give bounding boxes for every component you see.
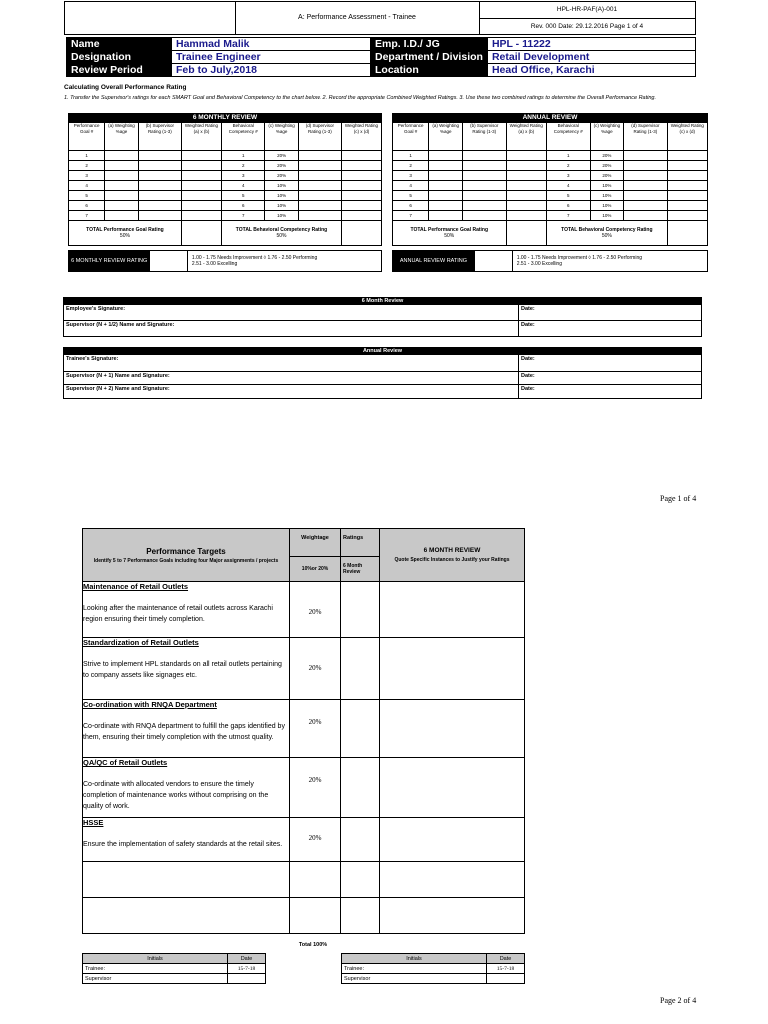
review-grid-title: 6 MONTHLY REVIEW [69, 114, 382, 123]
supervisor-n2-signature-field[interactable]: Supervisor (N + 2) Name and Signature: [64, 385, 519, 399]
goal-cell [83, 758, 290, 818]
goal-review-cell[interactable] [380, 582, 525, 638]
total-competency-value[interactable] [341, 221, 381, 246]
column-header: (b) Supervisor Rating (1-3) [138, 123, 181, 151]
goal-cell [83, 700, 290, 758]
table-row [69, 211, 382, 221]
goal-review-cell[interactable] [380, 638, 525, 700]
six-monthly-review-grid [68, 113, 382, 272]
total-goal-rating [393, 221, 507, 246]
column-header: (a) Weighting %age [429, 123, 463, 151]
goal-weighted-cell[interactable] [506, 161, 547, 171]
form-title: A: Performance Assessment - Trainee [298, 14, 416, 21]
goal-number: 1 [69, 151, 105, 161]
competency-weighted-cell[interactable] [667, 171, 707, 181]
document-header [64, 1, 696, 35]
competency-weight: 10% [590, 201, 624, 211]
goal-rating-cell[interactable] [463, 181, 506, 191]
competency-weight: 20% [265, 151, 298, 161]
review-grid-table [68, 113, 382, 246]
goal-number: 5 [393, 191, 429, 201]
table-row [69, 171, 382, 181]
total-competency-label: TOTAL Behavioral Competency Rating [561, 227, 653, 233]
competency-weighted-cell[interactable] [667, 181, 707, 191]
competency-rating-cell[interactable] [624, 151, 667, 161]
goal-weighting-cell[interactable] [105, 201, 139, 211]
competency-weighted-cell[interactable] [667, 191, 707, 201]
competency-weighted-cell[interactable] [341, 161, 381, 171]
goal-number: 1 [393, 151, 429, 161]
empty-weight-cell[interactable] [290, 898, 341, 934]
goal-title: QA/QC of Retail Outlets [83, 758, 168, 767]
ratings-sub: 6 Month Review [341, 557, 380, 582]
page-number-2: Page 2 of 4 [660, 996, 697, 1005]
designation-label: Designation [67, 51, 172, 64]
competency-weight: 10% [265, 201, 298, 211]
goal-number: 2 [393, 161, 429, 171]
competency-rating-cell[interactable] [624, 171, 667, 181]
goal-weighted-cell[interactable] [506, 191, 547, 201]
weightage-header: Weightage [290, 529, 341, 557]
competency-number: 6 [547, 201, 591, 211]
table-row [69, 201, 382, 211]
trainee-date[interactable]: 15-7-18 [487, 964, 525, 974]
goal-weighting-cell[interactable] [429, 191, 463, 201]
goal-weighted-cell[interactable] [506, 201, 547, 211]
goal-weighted-cell[interactable] [181, 151, 221, 161]
name-value: Hammad Malik [172, 38, 371, 51]
column-header: (c) Weighting %age [265, 123, 298, 151]
total-competency-pct: 50% [276, 233, 287, 239]
competency-rating-cell[interactable] [624, 211, 667, 221]
column-header: (c) Weighting %age [590, 123, 624, 151]
competency-weight: 10% [590, 181, 624, 191]
goal-weighted-cell[interactable] [506, 181, 547, 191]
review-rating-row [392, 250, 708, 272]
total-goal-pct: 50% [444, 233, 455, 239]
goal-rating-cell[interactable] [138, 151, 181, 161]
empty-weight-cell[interactable] [290, 862, 341, 898]
competency-weight: 20% [265, 161, 298, 171]
table-row [393, 171, 708, 181]
supervisor-n2-date[interactable]: Date: [519, 385, 702, 399]
empty-goal-cell[interactable] [83, 862, 290, 898]
goal-rating-cell[interactable] [463, 201, 506, 211]
rating-scale-line-1: 1.00 - 1.75 Needs Improvement ◊ 1.76 - 2.50 Performing [516, 255, 642, 261]
date-header: Date [487, 954, 525, 964]
trainee-signature-field[interactable]: Trainee's Signature: [64, 355, 519, 372]
competency-rating-cell[interactable] [624, 181, 667, 191]
goal-weight: 20% [290, 582, 341, 638]
goal-description: Ensure the implementation of safety standards at the retail sites. [83, 841, 283, 848]
goal-number: 5 [69, 191, 105, 201]
goal-number: 6 [393, 201, 429, 211]
competency-weighted-cell[interactable] [341, 211, 381, 221]
competency-number: 3 [547, 171, 591, 181]
competency-rating-cell[interactable] [298, 191, 341, 201]
total-goal-value[interactable] [506, 221, 547, 246]
goal-weighted-cell[interactable] [181, 181, 221, 191]
competency-rating-cell[interactable] [624, 161, 667, 171]
table-row [393, 181, 708, 191]
annual-review-grid [392, 113, 708, 272]
ratings-header: Ratings [341, 529, 380, 557]
supervisor-date[interactable] [228, 974, 266, 984]
goal-rating-cell[interactable] [138, 181, 181, 191]
goal-rating-cell[interactable] [138, 201, 181, 211]
supervisor-date[interactable] [487, 974, 525, 984]
goal-description: Co-ordinate with RNQA department to fulfill the gaps identified by them, ensuring their timely completion with the utmost quality. [83, 723, 285, 741]
competency-weighted-cell[interactable] [341, 191, 381, 201]
review-grid-table [392, 113, 708, 246]
column-header: (b) Supervisor Rating (1-3) [463, 123, 506, 151]
goal-weight: 20% [290, 818, 341, 862]
supervisor-initials[interactable]: Supervisor [342, 974, 487, 984]
total-goal-label: TOTAL Performance Goal Rating [86, 227, 164, 233]
weightage-sub: 10%or 20% [290, 557, 341, 582]
calc-instructions: 1. Transfer the Supervisor's ratings for each SMART Goal and Behavioral Competency to the chart below. 2. Record the appropriate Combined Weighted Ratings. 3. Use these two combined ratings to determine the Overall Performance Rating. [64, 95, 656, 101]
empty-review-cell[interactable] [380, 862, 525, 898]
calc-title: Calculating Overall Performance Rating [64, 84, 187, 91]
goal-weight: 20% [290, 700, 341, 758]
total-weight: Total 100% [298, 942, 328, 948]
goal-number: 4 [393, 181, 429, 191]
competency-number: 1 [547, 151, 591, 161]
review-title: 6 MONTH REVIEW [423, 547, 481, 554]
goal-cell [83, 818, 290, 862]
goal-weighting-cell[interactable] [105, 181, 139, 191]
competency-number: 4 [547, 181, 591, 191]
goal-review-cell[interactable] [380, 818, 525, 862]
employee-signature-date[interactable]: Date: [519, 305, 702, 321]
column-header: Behavioral Competency # [222, 123, 265, 151]
supervisor-initials[interactable]: Supervisor [83, 974, 228, 984]
goal-number: 7 [393, 211, 429, 221]
date-header: Date [228, 954, 266, 964]
competency-weighted-cell[interactable] [667, 151, 707, 161]
competency-rating-cell[interactable] [298, 151, 341, 161]
column-header: Weighted Rating (c) x (d) [667, 123, 707, 151]
goal-weighted-cell[interactable] [506, 151, 547, 161]
goal-rating-cell[interactable] [463, 161, 506, 171]
goal-title: Maintenance of Retail Outlets [83, 582, 189, 591]
trainee-date[interactable]: 15-7-18 [228, 964, 266, 974]
goal-number: 6 [69, 201, 105, 211]
competency-rating-cell[interactable] [624, 201, 667, 211]
competency-rating-cell[interactable] [298, 171, 341, 181]
goal-rating-cell[interactable] [138, 161, 181, 171]
competency-number: 1 [222, 151, 265, 161]
competency-weight: 20% [590, 161, 624, 171]
initials-header: Initials [83, 954, 228, 964]
goal-weighting-cell[interactable] [105, 211, 139, 221]
goal-weight: 20% [290, 758, 341, 818]
table-row [69, 181, 382, 191]
goal-number: 2 [69, 161, 105, 171]
emp-id-label: Emp. I.D./ JG [371, 38, 488, 51]
goal-title: Co-ordination with RNQA Department [83, 700, 217, 709]
designation-value: Trainee Engineer [172, 51, 371, 64]
goal-weighting-cell[interactable] [429, 171, 463, 181]
goal-number: 3 [69, 171, 105, 181]
goal-weighting-cell[interactable] [429, 211, 463, 221]
column-header: (d) Supervisor Rating (1-3) [624, 123, 667, 151]
competency-weight: 20% [265, 171, 298, 181]
table-row [393, 211, 708, 221]
goal-weight: 20% [290, 638, 341, 700]
goal-rating-cell[interactable] [341, 582, 380, 638]
goal-weighted-cell[interactable] [181, 161, 221, 171]
supervisor-n1-signature-field[interactable]: Supervisor (N + 1) Name and Signature: [64, 372, 519, 385]
competency-weight: 10% [265, 181, 298, 191]
goal-rating-cell[interactable] [463, 171, 506, 181]
page-number-1: Page 1 of 4 [660, 494, 697, 503]
goal-number: 7 [69, 211, 105, 221]
goal-rating-cell[interactable] [138, 191, 181, 201]
goal-weighting-cell[interactable] [105, 171, 139, 181]
competency-number: 3 [222, 171, 265, 181]
competency-weighted-cell[interactable] [341, 151, 381, 161]
goal-description: Co-ordinate with allocated vendors to ensure the timely completion of maintenance works without comprising on the quality of work. [83, 781, 269, 810]
targets-title: Performance Targets [146, 546, 226, 556]
goal-weighted-cell[interactable] [181, 211, 221, 221]
total-goal-pct: 50% [119, 233, 130, 239]
goal-review-cell[interactable] [380, 700, 525, 758]
competency-weighted-cell[interactable] [667, 211, 707, 221]
trainee-initials[interactable]: Trainee: [342, 964, 487, 974]
review-rating-value[interactable] [474, 251, 512, 272]
targets-header [83, 529, 290, 582]
empty-rating-cell[interactable] [341, 862, 380, 898]
competency-weighted-cell[interactable] [667, 161, 707, 171]
initials-table-right [341, 953, 525, 984]
competency-weight: 10% [265, 211, 298, 221]
employee-signature-field[interactable]: Employee's Signature: [64, 305, 519, 321]
employee-info-table [66, 37, 696, 77]
column-header: (a) Weighting %age [105, 123, 139, 151]
rating-scale-line-2: 2.51 - 3.00 Excelling [516, 261, 562, 267]
goal-number: 4 [69, 181, 105, 191]
competency-number: 4 [222, 181, 265, 191]
goal-rating-cell[interactable] [138, 211, 181, 221]
total-competency-label: TOTAL Behavioral Competency Rating [235, 227, 328, 233]
competency-weight: 10% [265, 191, 298, 201]
competency-number: 7 [547, 211, 591, 221]
goal-description: Looking after the maintenance of retail outlets across Karachi region ensuring their timely completion. [83, 605, 273, 623]
competency-number: 6 [222, 201, 265, 211]
trainee-initials[interactable]: Trainee: [83, 964, 228, 974]
goal-rating-cell[interactable] [341, 818, 380, 862]
initials-header: Initials [342, 954, 487, 964]
goal-weighted-cell[interactable] [181, 191, 221, 201]
goal-title: Standardization of Retail Outlets [83, 638, 199, 647]
goal-weighting-cell[interactable] [429, 161, 463, 171]
table-row [393, 151, 708, 161]
review-grid-title: ANNUAL REVIEW [393, 114, 708, 123]
total-goal-rating [69, 221, 182, 246]
column-header: Weighted Rating (c) x (d) [341, 123, 381, 151]
review-rating-value[interactable] [150, 251, 188, 272]
goal-rating-cell[interactable] [341, 700, 380, 758]
competency-number: 2 [547, 161, 591, 171]
goal-number: 3 [393, 171, 429, 181]
goal-rating-cell[interactable] [138, 171, 181, 181]
goal-description: Strive to implement HPL standards on all retail outlets pertaining to company assets like signages etc. [83, 661, 282, 679]
competency-weighted-cell[interactable] [667, 201, 707, 211]
total-competency-pct: 50% [601, 233, 612, 239]
column-header: Behavioral Competency # [547, 123, 591, 151]
review-rating-label: ANNUAL REVIEW RATING [393, 251, 475, 272]
table-row [69, 161, 382, 171]
goal-rating-cell[interactable] [463, 211, 506, 221]
goal-weighted-cell[interactable] [506, 211, 547, 221]
trainee-signature-date[interactable]: Date: [519, 355, 702, 372]
goal-weighted-cell[interactable] [506, 171, 547, 181]
total-goal-label: TOTAL Performance Goal Rating [410, 227, 489, 233]
performance-targets-table [82, 528, 525, 934]
competency-weighted-cell[interactable] [341, 201, 381, 211]
goal-weighting-cell[interactable] [429, 201, 463, 211]
emp-id-value: HPL - 11222 [487, 38, 695, 51]
goal-weighting-cell[interactable] [105, 151, 139, 161]
total-competency-rating [222, 221, 342, 246]
goal-rating-cell[interactable] [341, 638, 380, 700]
total-goal-value[interactable] [181, 221, 221, 246]
column-header: Performance Goal # [69, 123, 105, 151]
competency-weight: 20% [590, 171, 624, 181]
column-header: Weighted Rating (a) x (b) [506, 123, 547, 151]
supervisor-n1-date[interactable]: Date: [519, 372, 702, 385]
location-label: Location [371, 64, 488, 77]
empty-goal-cell[interactable] [83, 898, 290, 934]
competency-rating-cell[interactable] [298, 211, 341, 221]
department-value: Retail Development [487, 51, 695, 64]
supervisor-signature-field[interactable]: Supervisor (N + 1/2) Name and Signature: [64, 321, 519, 337]
revision-info: Rev. 000 Date: 29.12.2016 Page 1 of 4 [530, 23, 644, 30]
competency-weighted-cell[interactable] [341, 181, 381, 191]
rating-scale-line-1: 1.00 - 1.75 Needs Improvement ◊ 1.76 - 2.50 Performing [191, 255, 318, 261]
initials-table-left [82, 953, 266, 984]
review-subtitle: Quote Specific Instances to Justify your Ratings [394, 557, 510, 563]
period-value: Feb to July,2018 [172, 64, 371, 77]
empty-rating-cell[interactable] [341, 898, 380, 934]
competency-number: 2 [222, 161, 265, 171]
doc-code: HPL-HR-PAF(A)-001 [556, 6, 618, 13]
goal-weighting-cell[interactable] [429, 181, 463, 191]
goal-weighting-cell[interactable] [105, 161, 139, 171]
goal-cell [83, 582, 290, 638]
rating-scale-line-2: 2.51 - 3.00 Excelling [191, 261, 238, 267]
annual-signature-table [63, 347, 702, 399]
supervisor-signature-date[interactable]: Date: [519, 321, 702, 337]
competency-weight: 10% [590, 191, 624, 201]
goal-weighted-cell[interactable] [181, 201, 221, 211]
goal-weighting-cell[interactable] [429, 151, 463, 161]
goal-title: HSSE [83, 818, 104, 827]
competency-number: 7 [222, 211, 265, 221]
competency-rating-cell[interactable] [624, 191, 667, 201]
six-month-signature-table [63, 297, 702, 337]
competency-weight: 20% [590, 151, 624, 161]
table-row [69, 191, 382, 201]
six-month-review-header [380, 529, 525, 582]
location-value: Head Office, Karachi [487, 64, 695, 77]
review-rating-label: 6 MONTHLY REVIEW RATING [69, 251, 150, 272]
goal-cell [83, 638, 290, 700]
competency-rating-cell[interactable] [298, 201, 341, 211]
goal-review-cell[interactable] [380, 758, 525, 818]
table-row [393, 161, 708, 171]
total-competency-value[interactable] [667, 221, 707, 246]
name-label: Name [67, 38, 172, 51]
empty-review-cell[interactable] [380, 898, 525, 934]
table-row [69, 151, 382, 161]
table-row [393, 201, 708, 211]
annual-review-bar: Annual Review [64, 348, 702, 355]
competency-rating-cell[interactable] [298, 181, 341, 191]
goal-rating-cell[interactable] [463, 191, 506, 201]
total-competency-rating [547, 221, 668, 246]
table-row [393, 191, 708, 201]
competency-number: 5 [222, 191, 265, 201]
department-label: Department / Division [371, 51, 488, 64]
column-header: (d) Supervisor Rating (1-3) [298, 123, 341, 151]
competency-rating-cell[interactable] [298, 161, 341, 171]
period-label: Review Period [67, 64, 172, 77]
column-header: Performance Goal # [393, 123, 429, 151]
goal-rating-cell[interactable] [463, 151, 506, 161]
competency-weighted-cell[interactable] [341, 171, 381, 181]
six-month-review-bar: 6 Month Review [64, 298, 702, 305]
review-rating-row [68, 250, 382, 272]
rating-scale [512, 251, 707, 272]
goal-weighted-cell[interactable] [181, 171, 221, 181]
goal-rating-cell[interactable] [341, 758, 380, 818]
competency-weight: 10% [590, 211, 624, 221]
goal-weighting-cell[interactable] [105, 191, 139, 201]
competency-number: 5 [547, 191, 591, 201]
targets-subtitle: Identify 5 to 7 Performance Goals including four Major assignments / projects [93, 557, 279, 564]
rating-scale [187, 251, 381, 272]
column-header: Weighted Rating (a) x (b) [181, 123, 221, 151]
